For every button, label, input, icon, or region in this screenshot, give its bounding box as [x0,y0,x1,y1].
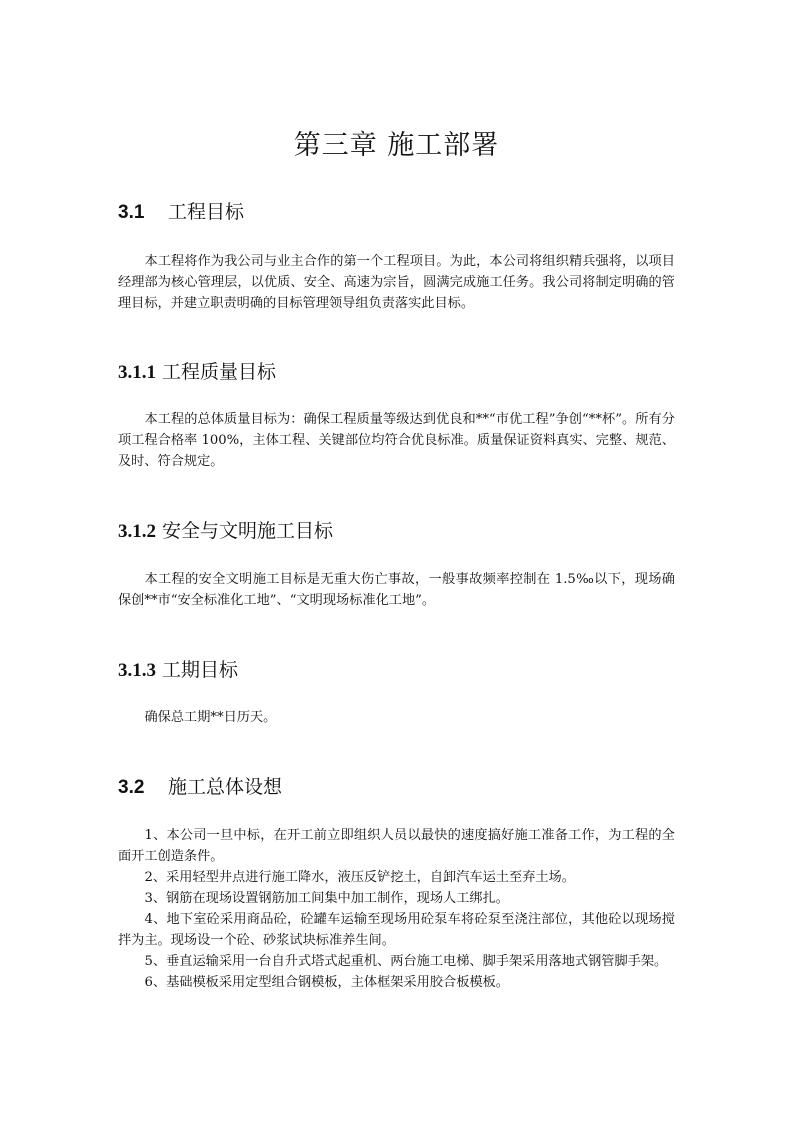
section-title: 安全与文明施工目标 [162,520,334,542]
section-heading-3-1-2 [118,518,333,545]
list-item: 3、钢筋在现场设置钢筋加工间集中加工制作，现场人工绑扎。 [144,891,509,906]
section-heading-3-2 [118,774,282,801]
construction-plan-list [118,825,675,993]
section-number: 3.2 [118,777,145,798]
list-item: 4、地下室砼采用商品砼，砼罐车运输至现场用砼泵车将砼泵至浇注部位，其他砼以现场搅拌为主。现场设一个砼、砂浆试块标准养生间。 [118,912,675,948]
section-heading-3-1-3 [118,657,238,684]
section-number: 3.1.2 [118,521,156,542]
section-paragraph-3-1-2: 本工程的安全文明施工目标是无重大伤亡事故，一般事故频率控制在 1.5‰以下，现场确保创**市“安全标准化工地”、“文明现场标准化工地”。 [118,572,675,608]
section-heading-3-1 [118,199,244,226]
list-item: 6、基础模板采用定型组合钢模板，主体框架采用胶合板模板。 [144,975,509,990]
section-title: 工程目标 [168,201,245,223]
section-number: 3.1.3 [118,660,156,681]
section-title: 工期目标 [162,659,239,681]
section-number: 3.1 [118,202,145,223]
section-paragraph-3-1-1: 本工程的总体质量目标为：确保工程质量等级达到优良和**“市优工程”争创“**杯”。所有分项工程合格率 100%，主体工程、关键部位均符合优良标准。质量保证资料真实、完整、规范、及时、符合规定。 [118,412,675,469]
chapter-title: 第三章 施工部署 [293,130,500,161]
list-item: 5、垂直运输采用一台自升式塔式起重机、两台施工电梯、脚手架采用落地式钢管脚手架。 [144,954,668,969]
section-title: 施工总体设想 [168,776,283,798]
section-title: 工程质量目标 [162,361,277,383]
section-paragraph-3-1-3: 确保总工期**日历天。 [144,710,277,725]
section-paragraph-3-1: 本工程将作为我公司与业主合作的第一个工程项目。为此，本公司将组织精兵强将，以项目经理部为核心管理层，以优质、安全、高速为宗旨，圆满完成施工任务。我公司将制定明确的管理目标，并建立职责明确的目标管理领导组负责落实此目标。 [118,254,675,311]
list-item: 1、本公司一旦中标，在开工前立即组织人员以最快的速度搞好施工准备工作，为工程的全面开工创造条件。 [118,828,675,864]
section-heading-3-1-1 [118,359,276,386]
list-item: 2、采用轻型井点进行施工降水，液压反铲挖土，自卸汽车运土至弃土场。 [144,870,575,885]
section-number: 3.1.1 [118,362,156,383]
